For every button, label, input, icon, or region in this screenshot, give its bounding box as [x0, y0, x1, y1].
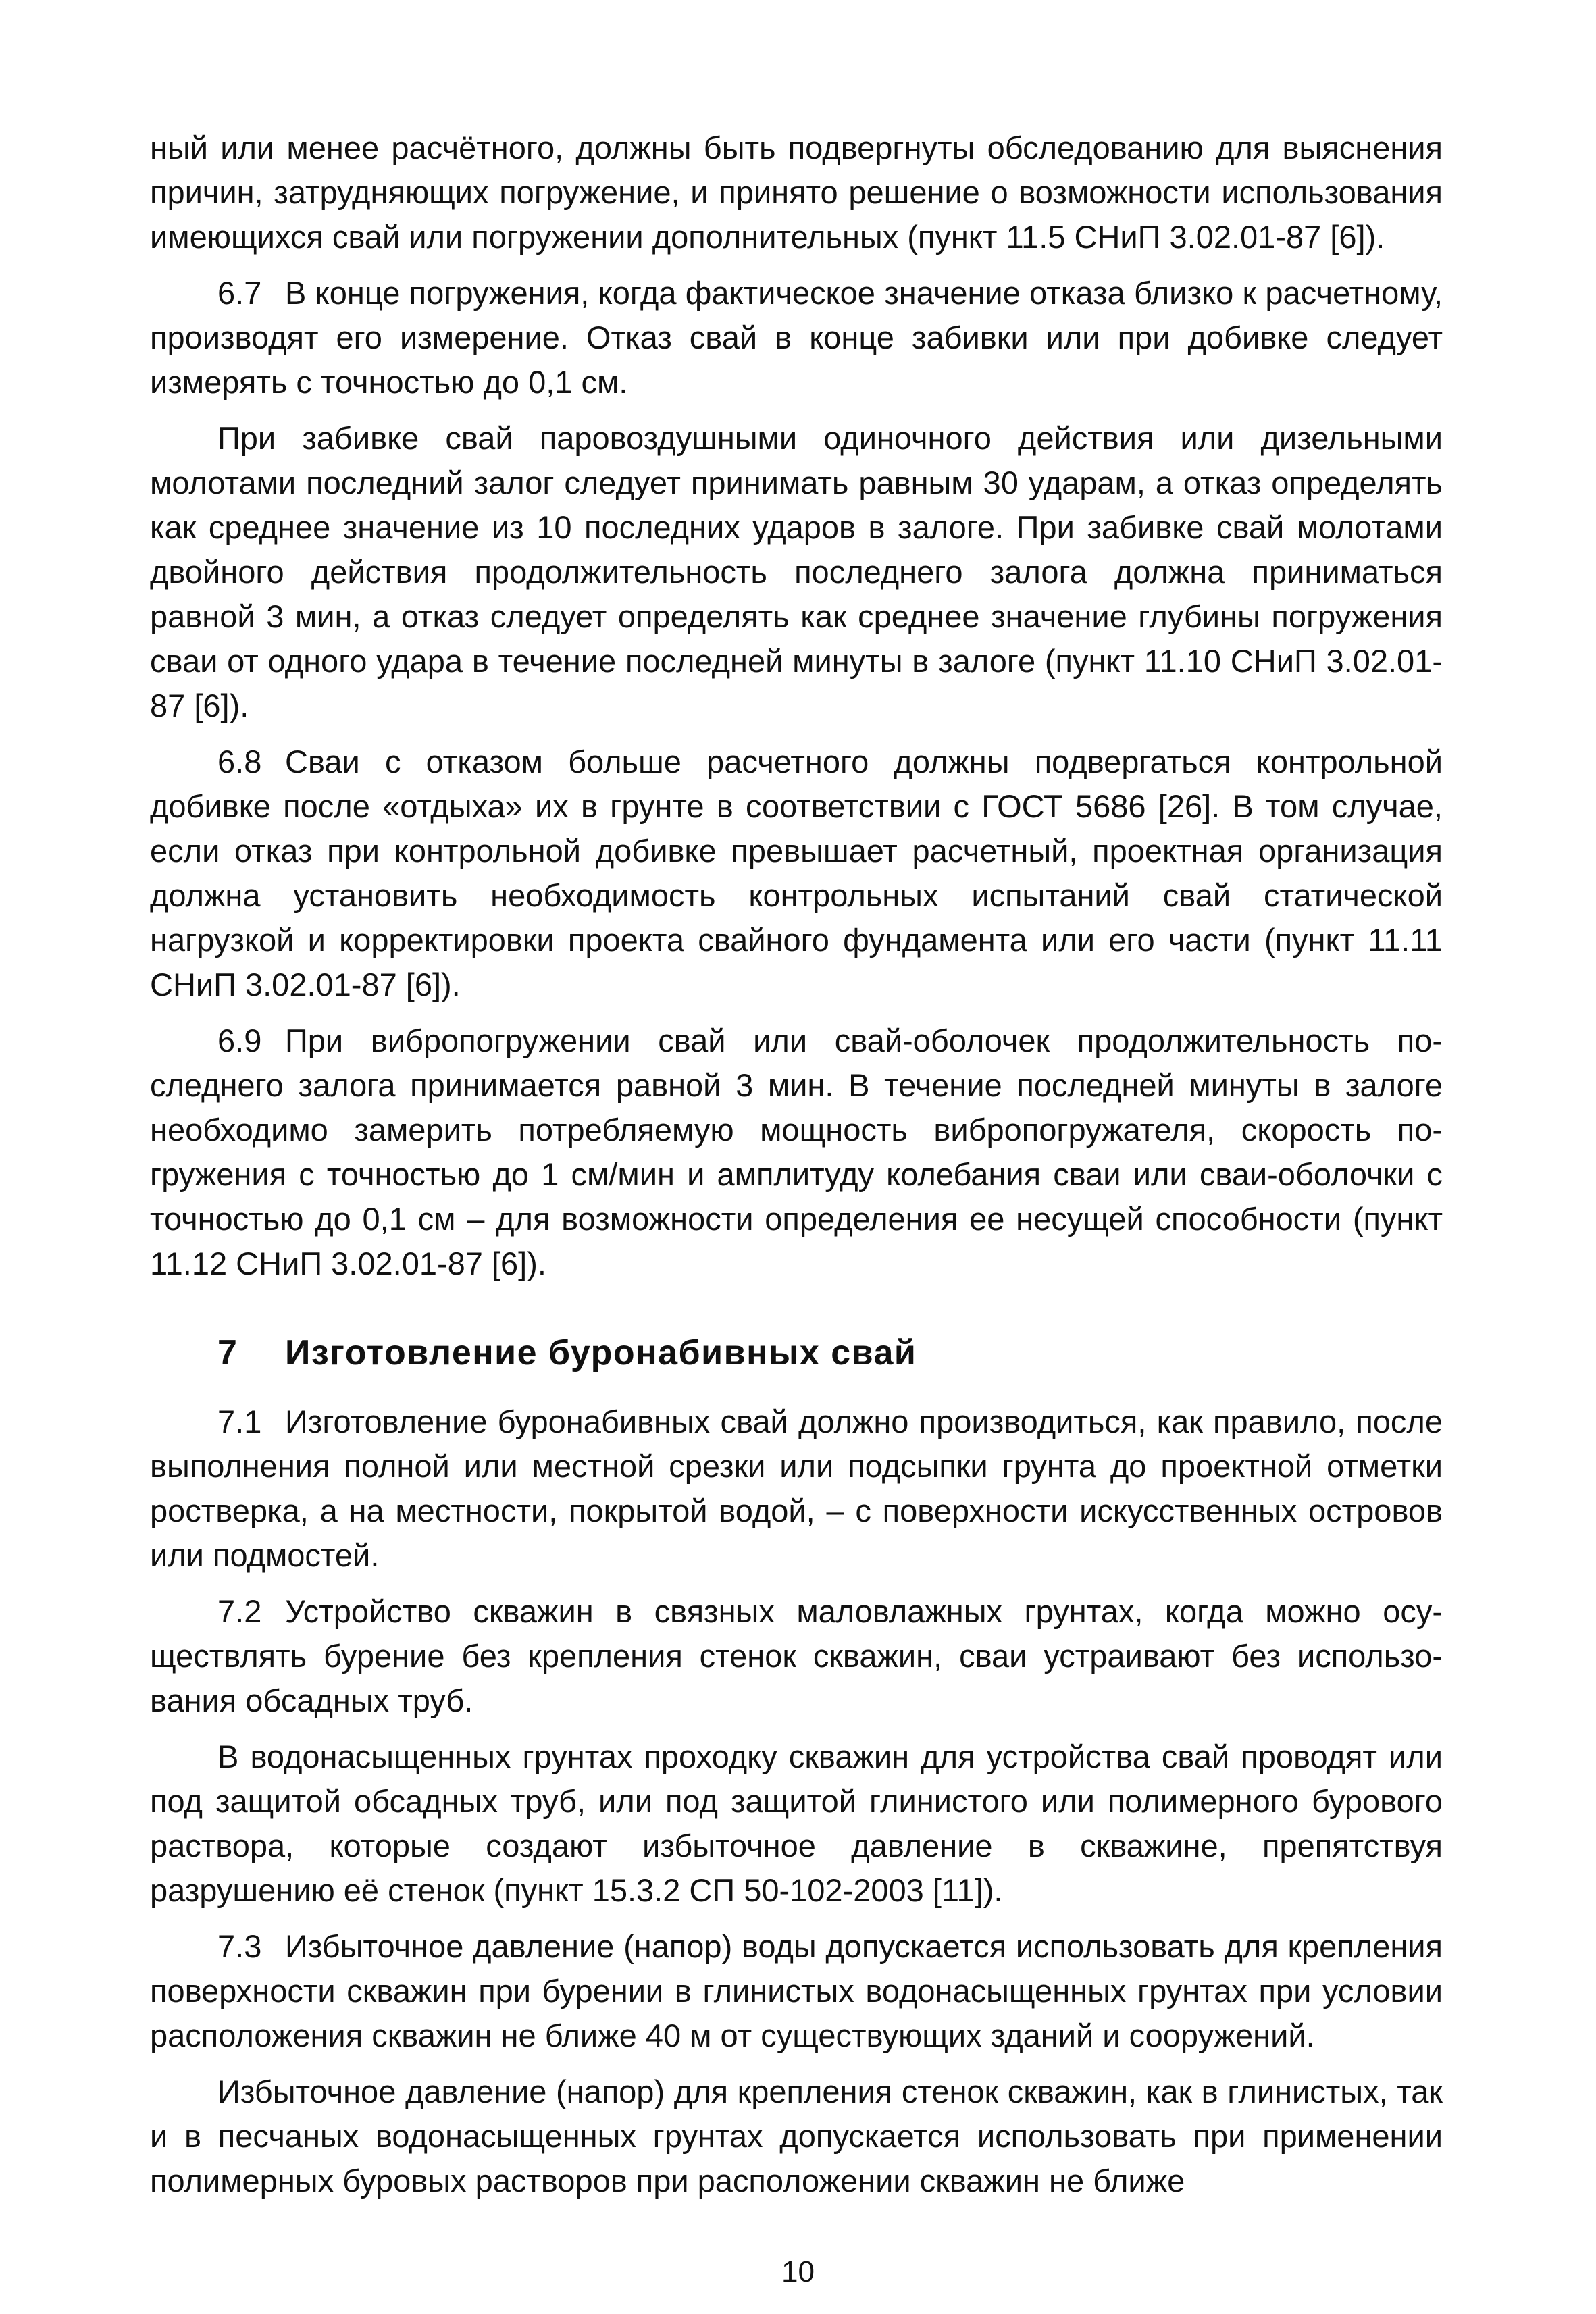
page-number: 10: [781, 2255, 815, 2288]
paragraph-text: Избыточное давление (напор) воды допускается использовать для крепления поверхности скважин при бурении в глинистых водонасыщенных грунтах при условии расположения скважин не ближе 40 м от существующих зданий и сооружений.: [150, 1928, 1443, 2053]
paragraph-text: ный или менее расчётного, должны быть подвергнуты обследованию для выяснения причин, затрудняющих погружение, и принято решение о возможности использования имеющихся свай или погружении дополнительных (пункт 11.5 СНиП 3.02.01-87 [6]).: [150, 130, 1443, 255]
paragraph-7-2: [150, 1589, 1443, 1723]
section-number: 7: [217, 1333, 238, 1372]
clause-number: 7.3: [217, 1928, 262, 1964]
paragraph-6-8: [150, 740, 1443, 1007]
clause-number: 7.1: [217, 1404, 262, 1439]
paragraph-7-2-cont: [150, 1734, 1443, 1913]
paragraph-text: Изготовление буронабивных свай должно производиться, как правило, после выполнения полной или местной срезки или подсыпки грунта до проектной отметки ростверка, а на местности, покрытой водой, – с поверхности искусственных островов или подмостей.: [150, 1404, 1443, 1573]
paragraph-text: В водонасыщенных грунтах проходку скважин для устройства свай проводят или под защитой обсадных труб, или под защитой глинистого или полимерного бурового раствора, которые создают избыточное давление в скважине, препятствуя разрушению её стенок (пункт 15.3.2 СП 50-102-2003 [11]).: [150, 1739, 1443, 1908]
paragraph-text: При вибропогружении свай или свай-оболочек продолжительность последнего залога принимается равной 3 мин. В течение последней минуты в залоге необходимо замерить потребляемую мощность вибропогружателя, скорость погружения с точностью до 1 см/мин и амплитуду колебания сваи или сваи-оболочки с точностью до 0,1 см – для возможности определения ее несущей способности (пункт 11.12 СНиП 3.02.01-87 [6]).: [150, 1023, 1443, 1281]
paragraph-text: Сваи с отказом больше расчетного должны подвергаться контрольной добивке после «отдыха» их в грунте в соответствии с ГОСТ 5686 [26]. В том случае, если отказ при контрольной добивке превышает расчетный, проектная организация должна установить необходимость контрольных испытаний свай статической нагрузкой и корректировки проекта свайного фундамента или его части (пункт 11.11 СНиП 3.02.01-87 [6]).: [150, 744, 1443, 1002]
body-text: [150, 126, 1443, 2215]
paragraph-text: Устройство скважин в связных маловлажных грунтах, когда можно осуществлять бурение без крепления стенок скважин, сваи устраивают без использования обсадных труб.: [150, 1593, 1443, 1718]
paragraph-7-1: [150, 1399, 1443, 1578]
paragraph-7-3: [150, 1924, 1443, 2058]
clause-number: 6.8: [217, 744, 262, 779]
paragraph-7-3-cont: [150, 2069, 1443, 2203]
section-heading: [150, 1329, 1443, 1377]
clause-number: 6.9: [217, 1023, 262, 1058]
paragraph-6-7: [150, 271, 1443, 405]
paragraph-text: В конце погружения, когда фактическое значение отказа близко к расчетному, производят его измерение. Отказ свай в конце забивки или при добивке следует измерять с точностью до 0,1 см.: [150, 275, 1443, 400]
paragraph-continuation: [150, 126, 1443, 259]
paragraph-text: При забивке свай паровоздушными одиночного действия или дизельными молотами последний залог следует принимать равным 30 ударам, а отказ определять как среднее значение из 10 последних ударов в залоге. При забивке свай молотами двойного действия продолжительность последнего залога должна приниматься равной 3 мин, а отказ следует определять как среднее значение глубины погружения сваи от одного удара в течение последней минуты в залоге (пункт 11.10 СНиП 3.02.01-87 [6]).: [150, 420, 1443, 723]
paragraph-6-7-cont: [150, 416, 1443, 728]
paragraph-text: Избыточное давление (напор) для крепления стенок скважин, как в глинистых, так и в песчаных водонасыщенных грунтах допускается использовать при применении полимерных буровых растворов при расположении скважин не ближе: [150, 2074, 1443, 2199]
section-title: Изготовление буронабивных свай: [285, 1333, 917, 1372]
clause-number: 6.7: [217, 275, 262, 311]
paragraph-6-9: [150, 1019, 1443, 1286]
clause-number: 7.2: [217, 1593, 262, 1629]
